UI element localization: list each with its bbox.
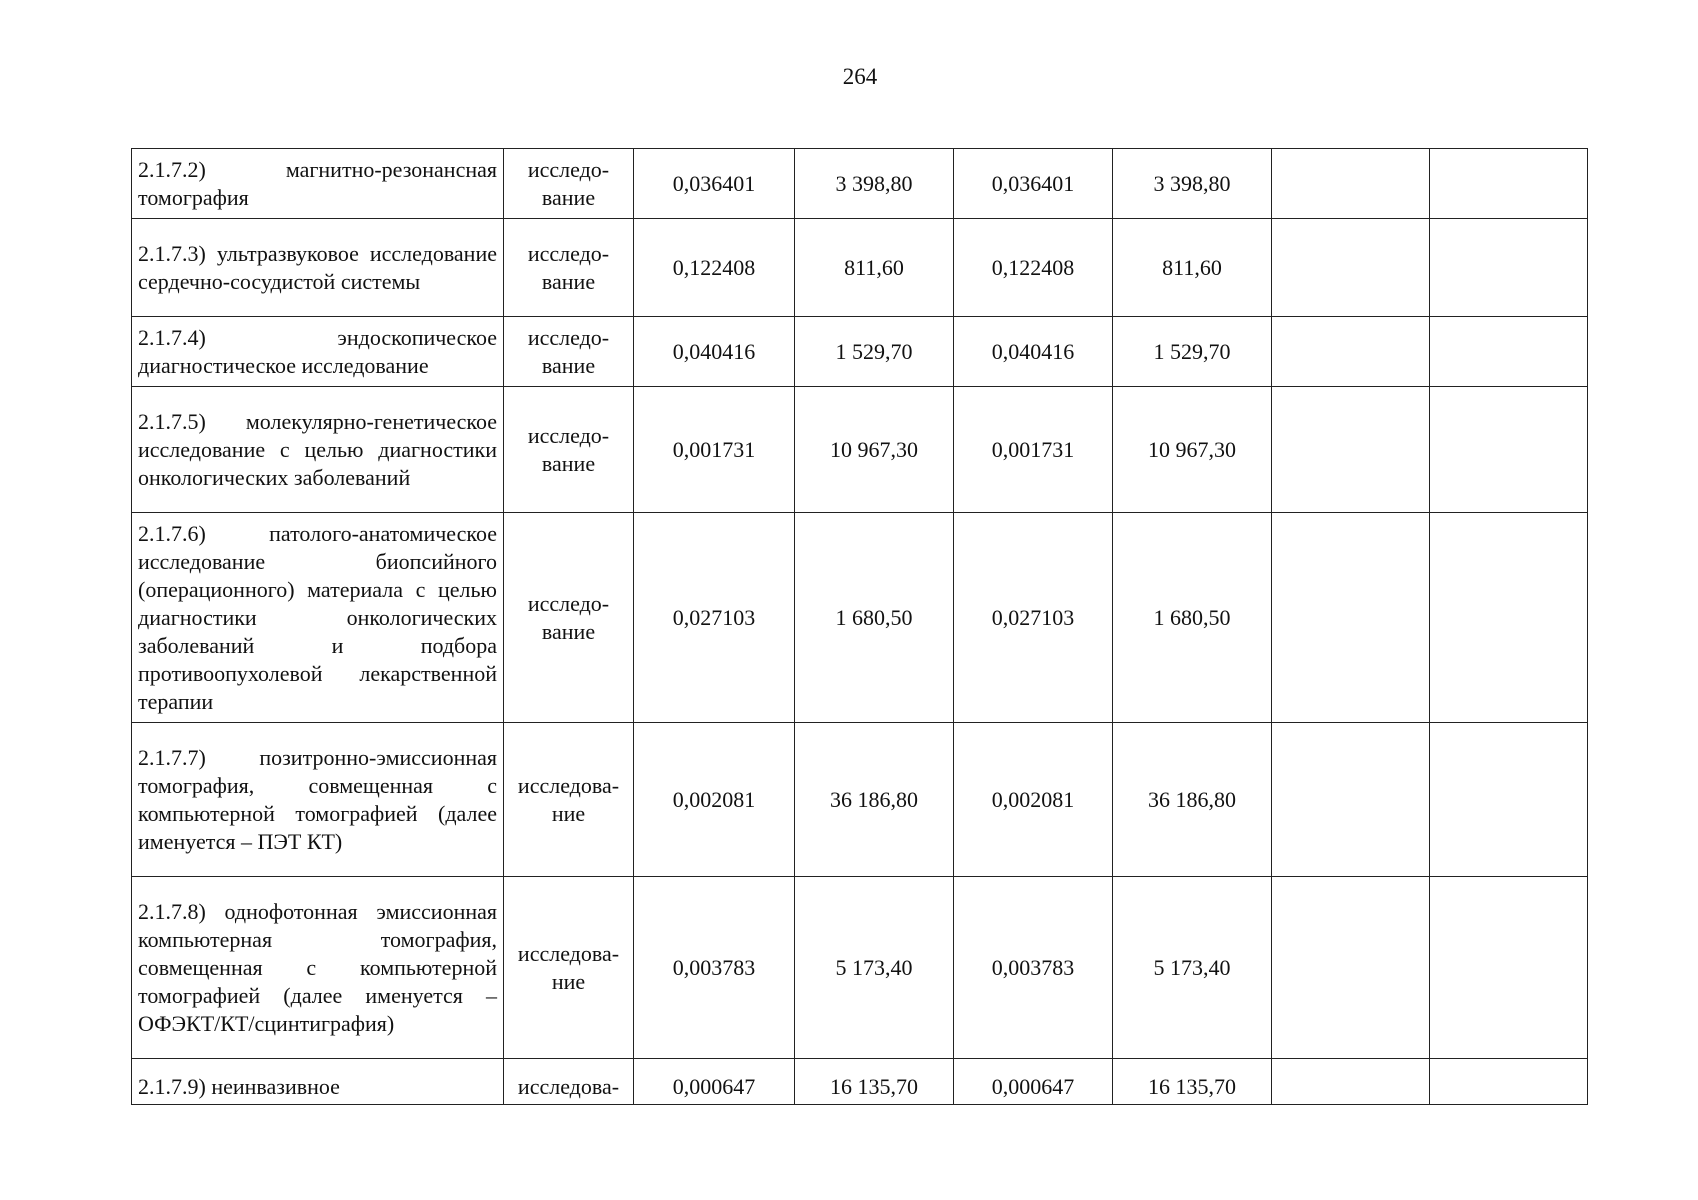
row-value-cell: 0,027103 xyxy=(954,513,1113,723)
row-value-cell: 0,000647 xyxy=(634,1059,795,1105)
row-value-cell: 0,040416 xyxy=(634,317,795,387)
row-value-cell: 0,001731 xyxy=(954,387,1113,513)
row-unit-cell: исследо- вание xyxy=(504,387,634,513)
row-empty-cell xyxy=(1430,513,1588,723)
tariff-table xyxy=(131,148,1588,1105)
row-name-cell: 2.1.7.2) магнитно-резонансная томография xyxy=(132,149,504,219)
row-value-cell: 36 186,80 xyxy=(795,723,954,877)
row-empty-cell xyxy=(1430,149,1588,219)
row-value-cell: 0,001731 xyxy=(634,387,795,513)
row-unit-cell: исследова- xyxy=(504,1059,634,1105)
table-row xyxy=(132,513,1588,723)
row-value-cell: 0,036401 xyxy=(634,149,795,219)
row-empty-cell xyxy=(1430,317,1588,387)
row-unit-cell: исследо- вание xyxy=(504,149,634,219)
row-value-cell: 16 135,70 xyxy=(1113,1059,1272,1105)
row-value-cell: 10 967,30 xyxy=(1113,387,1272,513)
row-empty-cell xyxy=(1430,387,1588,513)
row-name-cell: 2.1.7.9) неинвазивное xyxy=(132,1059,504,1105)
row-value-cell: 0,040416 xyxy=(954,317,1113,387)
row-empty-cell xyxy=(1430,219,1588,317)
row-value-cell: 16 135,70 xyxy=(795,1059,954,1105)
row-empty-cell xyxy=(1430,877,1588,1059)
table-row xyxy=(132,387,1588,513)
row-unit-cell: исследо- вание xyxy=(504,219,634,317)
row-empty-cell xyxy=(1272,723,1430,877)
table-row xyxy=(132,219,1588,317)
row-value-cell: 5 173,40 xyxy=(795,877,954,1059)
row-value-cell: 0,003783 xyxy=(954,877,1113,1059)
row-value-cell: 0,036401 xyxy=(954,149,1113,219)
row-value-cell: 1 529,70 xyxy=(795,317,954,387)
row-value-cell: 811,60 xyxy=(795,219,954,317)
row-empty-cell xyxy=(1272,149,1430,219)
row-empty-cell xyxy=(1272,387,1430,513)
row-name-cell: 2.1.7.4) эндоскопическое диагностическое исследование xyxy=(132,317,504,387)
row-empty-cell xyxy=(1430,1059,1588,1105)
row-empty-cell xyxy=(1430,723,1588,877)
table-row xyxy=(132,149,1588,219)
row-value-cell: 3 398,80 xyxy=(795,149,954,219)
row-value-cell: 811,60 xyxy=(1113,219,1272,317)
row-value-cell: 0,122408 xyxy=(954,219,1113,317)
row-empty-cell xyxy=(1272,513,1430,723)
row-value-cell: 0,122408 xyxy=(634,219,795,317)
table-row xyxy=(132,317,1588,387)
row-unit-cell: исследова- ние xyxy=(504,877,634,1059)
row-value-cell: 0,003783 xyxy=(634,877,795,1059)
row-name-cell: 2.1.7.5) молекулярно-генетическое исследование с целью диагностики онкологических заболеваний xyxy=(132,387,504,513)
row-value-cell: 1 680,50 xyxy=(1113,513,1272,723)
table-row xyxy=(132,723,1588,877)
row-name-cell: 2.1.7.6) патолого-анатомическое исследование биопсийного (операционного) материала с целью диагностики онкологических заболеваний и подбора противоопухолевой лекарственной терапии xyxy=(132,513,504,723)
row-name-cell: 2.1.7.7) позитронно-эмиссионная томография, совмещенная с компьютерной томографией (далее именуется – ПЭТ КТ) xyxy=(132,723,504,877)
row-name-cell: 2.1.7.8) однофотонная эмиссионная компьютерная томография, совмещенная с компьютерной томографией (далее именуется – ОФЭКТ/КТ/сцинтиграфия) xyxy=(132,877,504,1059)
row-value-cell: 0,000647 xyxy=(954,1059,1113,1105)
row-empty-cell xyxy=(1272,877,1430,1059)
row-value-cell: 0,027103 xyxy=(634,513,795,723)
row-unit-cell: исследо- вание xyxy=(504,513,634,723)
row-value-cell: 1 680,50 xyxy=(795,513,954,723)
row-unit-cell: исследо- вание xyxy=(504,317,634,387)
row-value-cell: 36 186,80 xyxy=(1113,723,1272,877)
row-value-cell: 10 967,30 xyxy=(795,387,954,513)
row-value-cell: 0,002081 xyxy=(634,723,795,877)
row-name-cell: 2.1.7.3) ультразвуковое исследование сердечно-сосудистой системы xyxy=(132,219,504,317)
table-row xyxy=(132,877,1588,1059)
row-value-cell: 5 173,40 xyxy=(1113,877,1272,1059)
row-value-cell: 3 398,80 xyxy=(1113,149,1272,219)
row-unit-cell: исследова- ние xyxy=(504,723,634,877)
table-row xyxy=(132,1059,1588,1105)
row-empty-cell xyxy=(1272,317,1430,387)
row-value-cell: 1 529,70 xyxy=(1113,317,1272,387)
row-empty-cell xyxy=(1272,219,1430,317)
page-number: 264 xyxy=(842,64,878,89)
row-value-cell: 0,002081 xyxy=(954,723,1113,877)
row-empty-cell xyxy=(1272,1059,1430,1105)
